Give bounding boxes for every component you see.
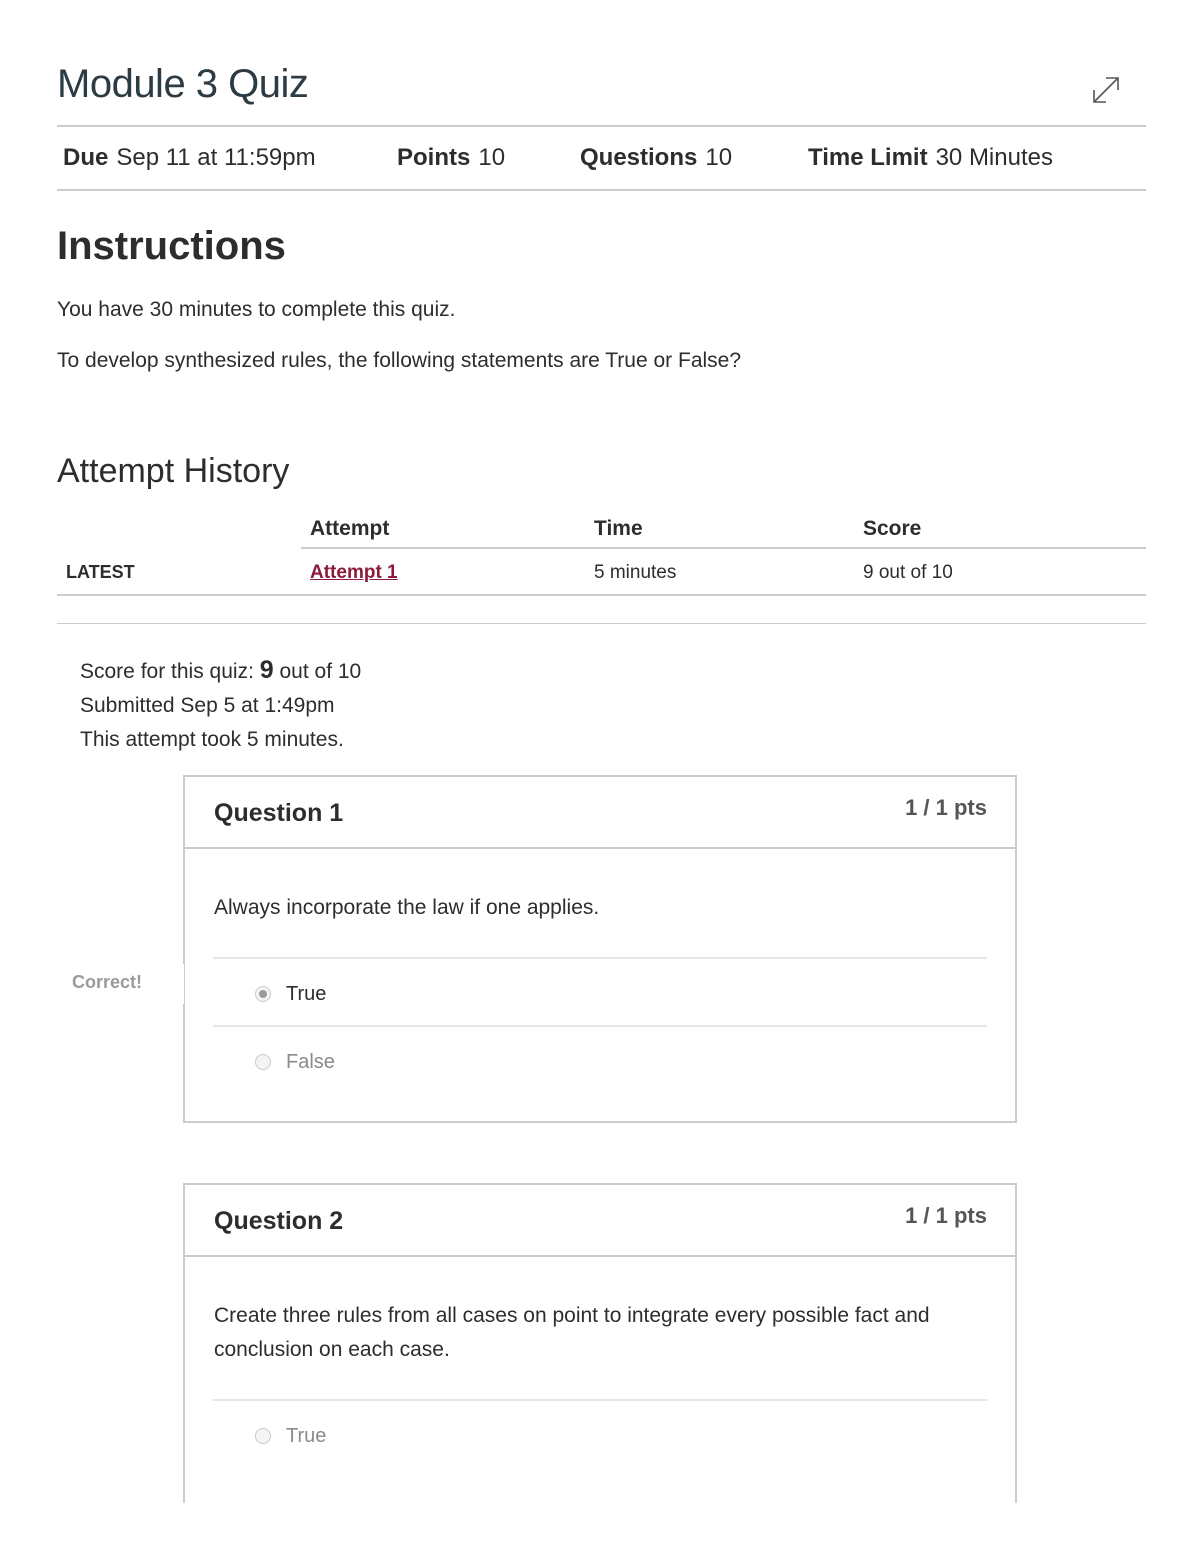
answer-option-true[interactable]: [255, 982, 326, 1006]
question-header: [185, 1185, 1015, 1257]
time-limit-meta: [808, 144, 1053, 172]
question-points: 1 / 1 pts: [905, 1203, 987, 1228]
score-value: 9: [259, 656, 274, 684]
attempt-score: 9 out of 10: [863, 562, 953, 583]
answer-option-true[interactable]: [255, 1424, 326, 1448]
due-label: Due: [63, 144, 109, 171]
table-header-divider: [301, 547, 1146, 549]
score-suffix: out of 10: [273, 660, 362, 683]
instruction-line: To develop synthesized rules, the following statements are True or False?: [57, 349, 742, 372]
attempt-history-heading: Attempt History: [57, 452, 290, 490]
question-text: Always incorporate the law if one applies.: [214, 896, 600, 919]
answer-divider: [213, 957, 987, 959]
question-title: Question 1: [214, 799, 344, 827]
correct-answer-tag: Correct!: [72, 972, 143, 992]
meta-divider: [57, 189, 1146, 191]
column-header-time: Time: [594, 517, 643, 540]
section-divider: [57, 623, 1146, 624]
question-header: [185, 777, 1015, 849]
instruction-line: You have 30 minutes to complete this quiz.: [57, 298, 456, 321]
answer-divider: [213, 1399, 987, 1401]
question-2-card: [183, 1183, 1017, 1503]
quiz-score: [80, 656, 361, 685]
question-title: Question 2: [214, 1207, 344, 1235]
latest-badge: LATEST: [66, 562, 135, 582]
table-row-divider: [57, 594, 1146, 596]
question-points: 1 / 1 pts: [905, 795, 987, 820]
time-limit-label: Time Limit: [808, 144, 928, 171]
attempt-1-link[interactable]: Attempt 1: [310, 562, 398, 583]
points-value: 10: [478, 144, 506, 171]
points-meta: [397, 144, 505, 172]
due-value: Sep 11 at 11:59pm: [116, 144, 316, 171]
attempt-time: 5 minutes: [594, 562, 677, 583]
questions-value: 10: [705, 144, 733, 171]
attempt-duration: This attempt took 5 minutes.: [80, 728, 344, 751]
answer-label: False: [286, 1050, 335, 1073]
radio-selected-icon: [255, 986, 271, 1002]
question-text: Create three rules from all cases on point to integrate every possible fact and conclusion on each case.: [214, 1304, 930, 1361]
submitted-time: Submitted Sep 5 at 1:49pm: [80, 694, 335, 717]
questions-label: Questions: [580, 144, 698, 171]
points-label: Points: [397, 144, 471, 171]
column-header-score: Score: [863, 517, 922, 540]
column-header-attempt: Attempt: [310, 517, 390, 540]
instructions-heading: Instructions: [57, 224, 286, 268]
questions-meta: [580, 144, 732, 172]
radio-unselected-icon: [255, 1054, 271, 1070]
answer-label: True: [286, 1424, 327, 1447]
expand-icon[interactable]: [1088, 72, 1124, 108]
correct-marker-gap: [181, 964, 184, 1004]
radio-unselected-icon: [255, 1428, 271, 1444]
page-title: Module 3 Quiz: [57, 62, 309, 106]
question-1-card: [183, 775, 1017, 1123]
header-divider: [57, 125, 1146, 127]
time-limit-value: 30 Minutes: [935, 144, 1053, 171]
answer-label: True: [286, 982, 327, 1005]
due-meta: [63, 144, 316, 172]
score-prefix: Score for this quiz:: [80, 660, 260, 683]
answer-option-false[interactable]: [255, 1050, 335, 1074]
answer-divider: [213, 1025, 987, 1027]
